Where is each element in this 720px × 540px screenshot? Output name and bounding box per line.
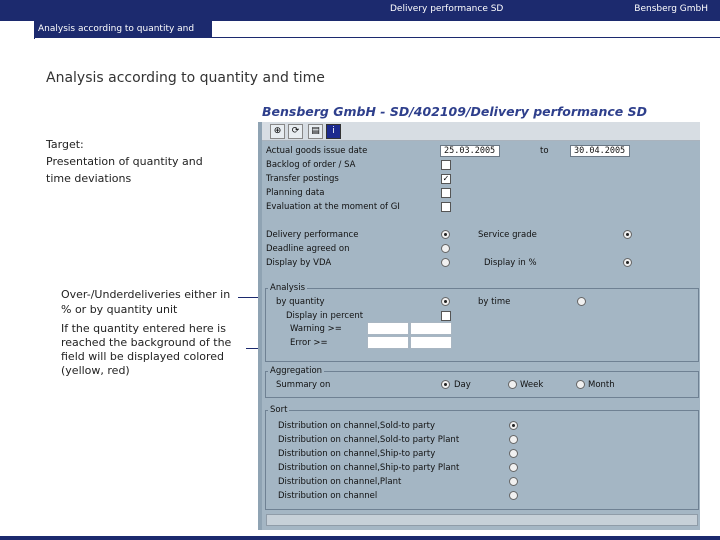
radio-label: Display by VDA xyxy=(266,258,332,268)
sort-option-radio[interactable] xyxy=(509,435,518,444)
by-quantity-label: by quantity xyxy=(276,297,325,307)
warning-label: Warning >= xyxy=(290,324,342,334)
warning-input-1[interactable] xyxy=(367,322,409,335)
slide-title: Analysis according to quantity and time xyxy=(46,70,325,86)
sort-option-label: Distribution on channel,Plant xyxy=(278,477,402,487)
by-quantity-radio[interactable] xyxy=(441,297,450,306)
analysis-title: Analysis xyxy=(270,283,306,293)
error-input-2[interactable] xyxy=(410,336,452,349)
sort-option-label: Distribution on channel,Ship-to party Plant xyxy=(278,463,460,473)
section-underline xyxy=(212,37,720,38)
week-label: Week xyxy=(520,380,544,390)
checkbox-label: Planning data xyxy=(266,188,325,198)
sort-option-label: Distribution on channel xyxy=(278,491,378,501)
sort-option-radio[interactable] xyxy=(509,491,518,500)
radio-label: Deadline agreed on xyxy=(266,244,350,254)
aggregation-title: Aggregation xyxy=(270,366,323,376)
note-threshold: If the quantity entered here is reached the background of the field will be displayed colored (yellow, red) xyxy=(61,322,232,377)
by-time-label: by time xyxy=(478,297,511,307)
sort-option-label: Distribution on channel,Sold-to party Plant xyxy=(278,435,460,445)
evaluation-gi-checkbox[interactable] xyxy=(441,202,451,212)
top-banner xyxy=(0,0,720,21)
target-line: Presentation of quantity and xyxy=(46,155,203,168)
checkbox-label: Evaluation at the moment of GI xyxy=(266,202,400,212)
deadline-radio[interactable] xyxy=(441,244,450,253)
info-icon[interactable]: i xyxy=(326,124,341,139)
error-label: Error >= xyxy=(290,338,328,348)
month-label: Month xyxy=(588,380,615,390)
save-icon[interactable]: ▤ xyxy=(308,124,323,139)
display-percent-radio[interactable] xyxy=(623,258,632,267)
service-grade-radio[interactable] xyxy=(623,230,632,239)
variant-icon[interactable]: ⟳ xyxy=(288,124,303,139)
date-to-input[interactable]: 30.04.2005 xyxy=(570,145,630,157)
summary-label: Summary on xyxy=(276,380,331,390)
month-radio[interactable] xyxy=(576,380,585,389)
week-radio[interactable] xyxy=(508,380,517,389)
sort-option-radio[interactable] xyxy=(509,477,518,486)
target-line: time deviations xyxy=(46,172,132,185)
date-label: Actual goods issue date xyxy=(266,146,368,156)
sort-option-label: Distribution on channel,Ship-to party xyxy=(278,449,436,459)
radio-label: Service grade xyxy=(478,230,537,240)
transfer-postings-checkbox[interactable]: ✓ xyxy=(442,174,450,183)
sort-option-label: Distribution on channel,Sold-to party xyxy=(278,421,436,431)
day-radio[interactable] xyxy=(441,380,450,389)
checkbox-label: Transfer postings xyxy=(266,174,339,184)
sort-option-radio[interactable] xyxy=(509,449,518,458)
vda-radio[interactable] xyxy=(441,258,450,267)
delivery-performance-radio[interactable] xyxy=(441,230,450,239)
sort-option-radio[interactable] xyxy=(509,463,518,472)
sap-toolbar xyxy=(262,122,700,141)
date-to-label: to xyxy=(540,146,549,156)
sort-option-radio[interactable] xyxy=(509,421,518,430)
bottom-border xyxy=(0,536,720,540)
error-input-1[interactable] xyxy=(367,336,409,349)
note-deliveries: Over-/Underdeliveries either in % or by quantity unit xyxy=(61,288,231,316)
execute-icon[interactable]: ⊕ xyxy=(270,124,285,139)
radio-label: Delivery performance xyxy=(266,230,359,240)
radio-label: Display in % xyxy=(484,258,537,268)
target-line: Target: xyxy=(46,138,84,151)
section-bar xyxy=(0,21,720,51)
display-percent-label: Display in percent xyxy=(286,311,364,321)
date-from-input[interactable]: 25.03.2005 xyxy=(440,145,500,157)
checkbox-label: Backlog of order / SA xyxy=(266,160,356,170)
target-text xyxy=(46,136,246,187)
section-tab: Analysis according to quantity and time xyxy=(35,21,212,38)
backlog-checkbox[interactable] xyxy=(441,160,451,170)
planning-data-checkbox[interactable] xyxy=(441,188,451,198)
day-label: Day xyxy=(454,380,471,390)
by-time-radio[interactable] xyxy=(577,297,586,306)
sap-report-title: Bensberg GmbH - SD/402109/Delivery performance SD xyxy=(262,104,647,119)
banner-title: Delivery performance SD xyxy=(390,4,504,14)
sort-title: Sort xyxy=(270,405,288,415)
warning-input-2[interactable] xyxy=(410,322,452,335)
banner-company: Bensberg GmbH xyxy=(634,4,708,14)
horizontal-scrollbar[interactable] xyxy=(266,514,698,526)
display-percent-checkbox[interactable] xyxy=(441,311,451,321)
